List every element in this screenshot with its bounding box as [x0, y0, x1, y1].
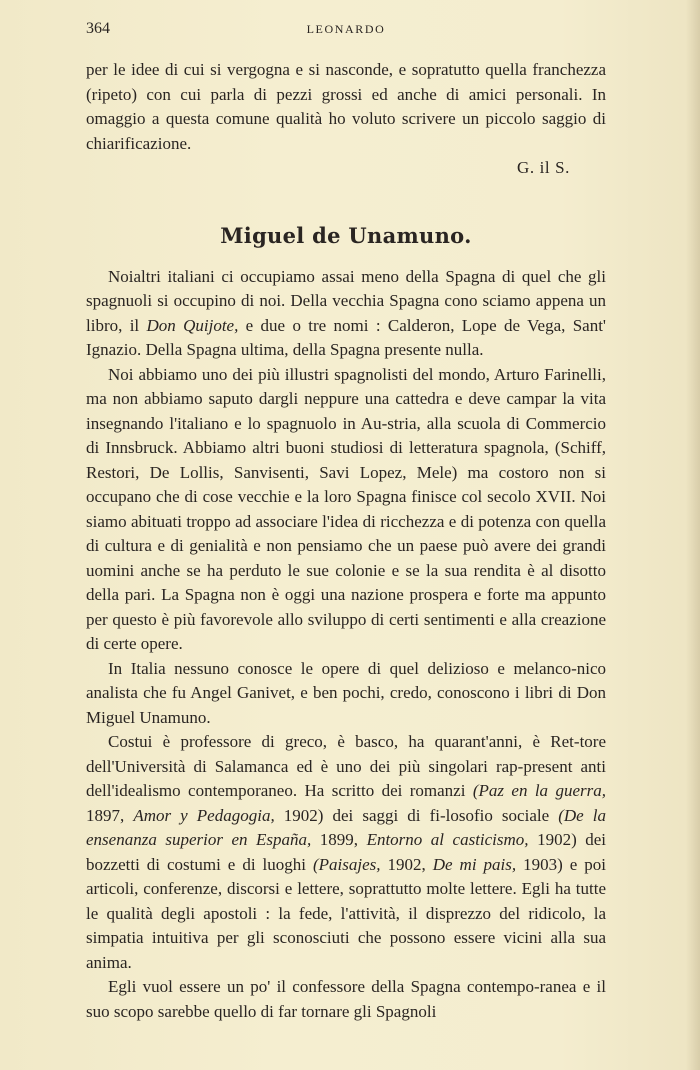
paragraph-2: Noi abbiamo uno dei più illustri spagnolisti del mondo, Arturo Farinelli, ma non abbiamo saputo dargli neppure una cattedra e deve campar la vita insegnando l'italiano e lo spagnuolo in Au-stria, alla scuola di Commercio di Innsbruck. Abbiamo altri buoni studiosi di letteratura spagnola, (Schiff, Restori, De Lollis, Sanvisenti, Savi Lopez, Mele) ma costoro non si occupano che di cose vecchie e la loro Spagna finisce col secolo XVII. Noi siamo abituati troppo ad associare l'idea di ricchezza e di potenza con quella di cultura e di genialità e non pensiamo che un paese può avere dei grandi uomini anche se ha perduto le sue colonie e se la sua rendita è al disotto della pari. La Spagna non è oggi una nazione prospera e forte ma appunto per questo è più favorevole allo sviluppo di certi sentimenti e alla creazione di certe opere. [86, 364, 606, 653]
book-title-don-quijote: Don Quijote, [146, 315, 239, 335]
running-head: LEONARDO [306, 22, 386, 36]
article-title: Miguel de Unamuno. [220, 222, 472, 248]
signature: G. il S. [517, 158, 570, 177]
paragraph-3: In Italia nessuno conosce le opere di quel delizioso e melanco-nico analista che fu Angel Ganivet, e ben pochi, credo, conoscono i libri di Don Miguel Unamuno. [86, 658, 606, 727]
page-edge-shadow [686, 0, 700, 1070]
work-title-de-mi-pais: De mi pais, [432, 854, 517, 874]
work-title-de-la-ensenanza: (De la ensenanza superior en España, [86, 805, 606, 849]
paragraph-5: Egli vuol essere un po' il confessore della Spagna contempo-ranea e il suo scopo sarebbe quello di far tornare gli Spagnoli [86, 977, 606, 1021]
paragraph-4: Costui è professore di greco, è basco, ha quarant'anni, è Ret-tore dell'Università di Salamanca ed è uno dei più singolari rap-present anti dell'idealismo contemporaneo. Ha scritto dei romanzi (Paz en la guerra, 1897, Amor y Pedagogia, 1902) dei saggi di fi-losofio sociale (De la ensenanza superior en España, 1899, Entorno al casticismo, 1902) dei bozzetti di costumi e di luoghi (Paisajes, 1902, De mi pais, 1903) e poi articoli, conferenze, discorsi e lettere, soprattutto molte lettere. Egli ha tutte le qualità degli apostoli : la fede, l'attività, il disprezzo del ridicolo, la simpatia intuitiva per gli sconosciuti che possono essere vicini alla sua anima. [86, 732, 607, 972]
page-header [86, 20, 606, 42]
intro-paragraph: per le idee di cui si vergogna e si nasconde, e sopratutto quella franchezza (ripeto) con cui parla di pezzi grossi ed anche di amici personali. In omaggio a questa comune qualità ho voluto scrivere un piccolo saggio di chiarificazione. [86, 60, 606, 153]
paragraph-1: Noialtri italiani ci occupiamo assai meno della Spagna di quel che gli spagnuoli si occupino di noi. Della vecchia Spagna cono sciamo appena un libro, il Don Quijote, e due o tre nomi : Calderon, Lope de Vega, Sant' Ignazio. Della Spagna ultima, della Spagna presente nulla. [86, 266, 606, 359]
work-title-amor-y-pedagogia: Amor y Pedagogia, [133, 805, 275, 825]
work-title-paz-en-la-guerra: (Paz en la guerra, [472, 781, 606, 800]
page-body [86, 58, 606, 1024]
page-number: 364 [86, 20, 110, 37]
work-title-entorno-al-casticismo: Entorno al casticismo, [366, 830, 529, 849]
work-title-paisajes: (Paisajes, [312, 854, 381, 874]
